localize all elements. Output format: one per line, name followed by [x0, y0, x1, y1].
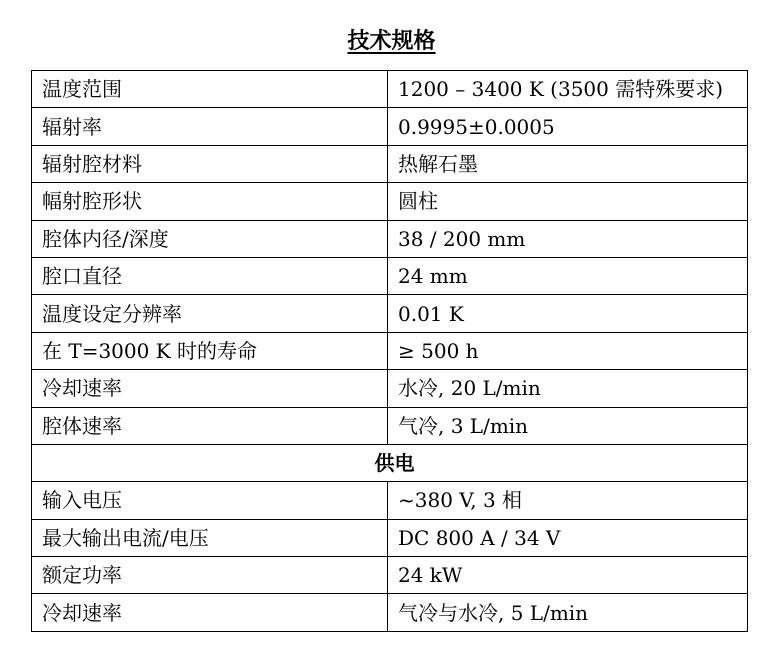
spec-label: 腔口直径	[32, 257, 388, 294]
spec-value: 气冷与水冷, 5 L/min	[388, 594, 748, 631]
table-row	[32, 557, 748, 594]
table-row	[32, 183, 748, 220]
spec-value: ~380 V, 3 相	[388, 482, 748, 519]
document-title: 技术规格	[347, 28, 436, 54]
section-heading-row	[32, 444, 748, 481]
table-row	[32, 71, 748, 108]
spec-value: 38 / 200 mm	[388, 220, 748, 257]
spec-label: 冷却速率	[32, 370, 388, 407]
spec-value: 1200 – 3400 K (3500 需特殊要求)	[388, 71, 748, 108]
spec-label: 辐射率	[32, 108, 388, 145]
spec-label: 输入电压	[32, 482, 388, 519]
table-row	[32, 108, 748, 145]
spec-label: 幅射腔形状	[32, 183, 388, 220]
spec-label: 腔体速率	[32, 407, 388, 444]
spec-label: 腔体内径/深度	[32, 220, 388, 257]
spec-value: 水冷, 20 L/min	[388, 370, 748, 407]
spec-value: 气冷, 3 L/min	[388, 407, 748, 444]
spec-label: 在 T=3000 K 时的寿命	[32, 332, 388, 369]
spec-label: 辐射腔材料	[32, 145, 388, 182]
table-row	[32, 370, 748, 407]
spec-value: 24 mm	[388, 257, 748, 294]
spec-value: 0.01 K	[388, 295, 748, 332]
spec-label: 冷却速率	[32, 594, 388, 631]
spec-value: DC 800 A / 34 V	[388, 519, 748, 556]
table-row	[32, 257, 748, 294]
spec-label: 额定功率	[32, 557, 388, 594]
table-row	[32, 145, 748, 182]
table-row	[32, 594, 748, 631]
table-row	[32, 482, 748, 519]
table-row	[32, 407, 748, 444]
table-row	[32, 519, 748, 556]
table-row	[32, 332, 748, 369]
spec-value: 0.9995±0.0005	[388, 108, 748, 145]
spec-label: 最大输出电流/电压	[32, 519, 388, 556]
power-section-heading: 供电	[32, 444, 748, 481]
spec-value: 圆柱	[388, 183, 748, 220]
spec-value: 热解石墨	[388, 145, 748, 182]
spec-value: 24 kW	[388, 557, 748, 594]
spec-label: 温度范围	[32, 71, 388, 108]
table-row	[32, 295, 748, 332]
spec-label: 温度设定分辨率	[32, 295, 388, 332]
spec-value: ≥ 500 h	[388, 332, 748, 369]
specifications-table	[31, 70, 748, 632]
table-row	[32, 220, 748, 257]
